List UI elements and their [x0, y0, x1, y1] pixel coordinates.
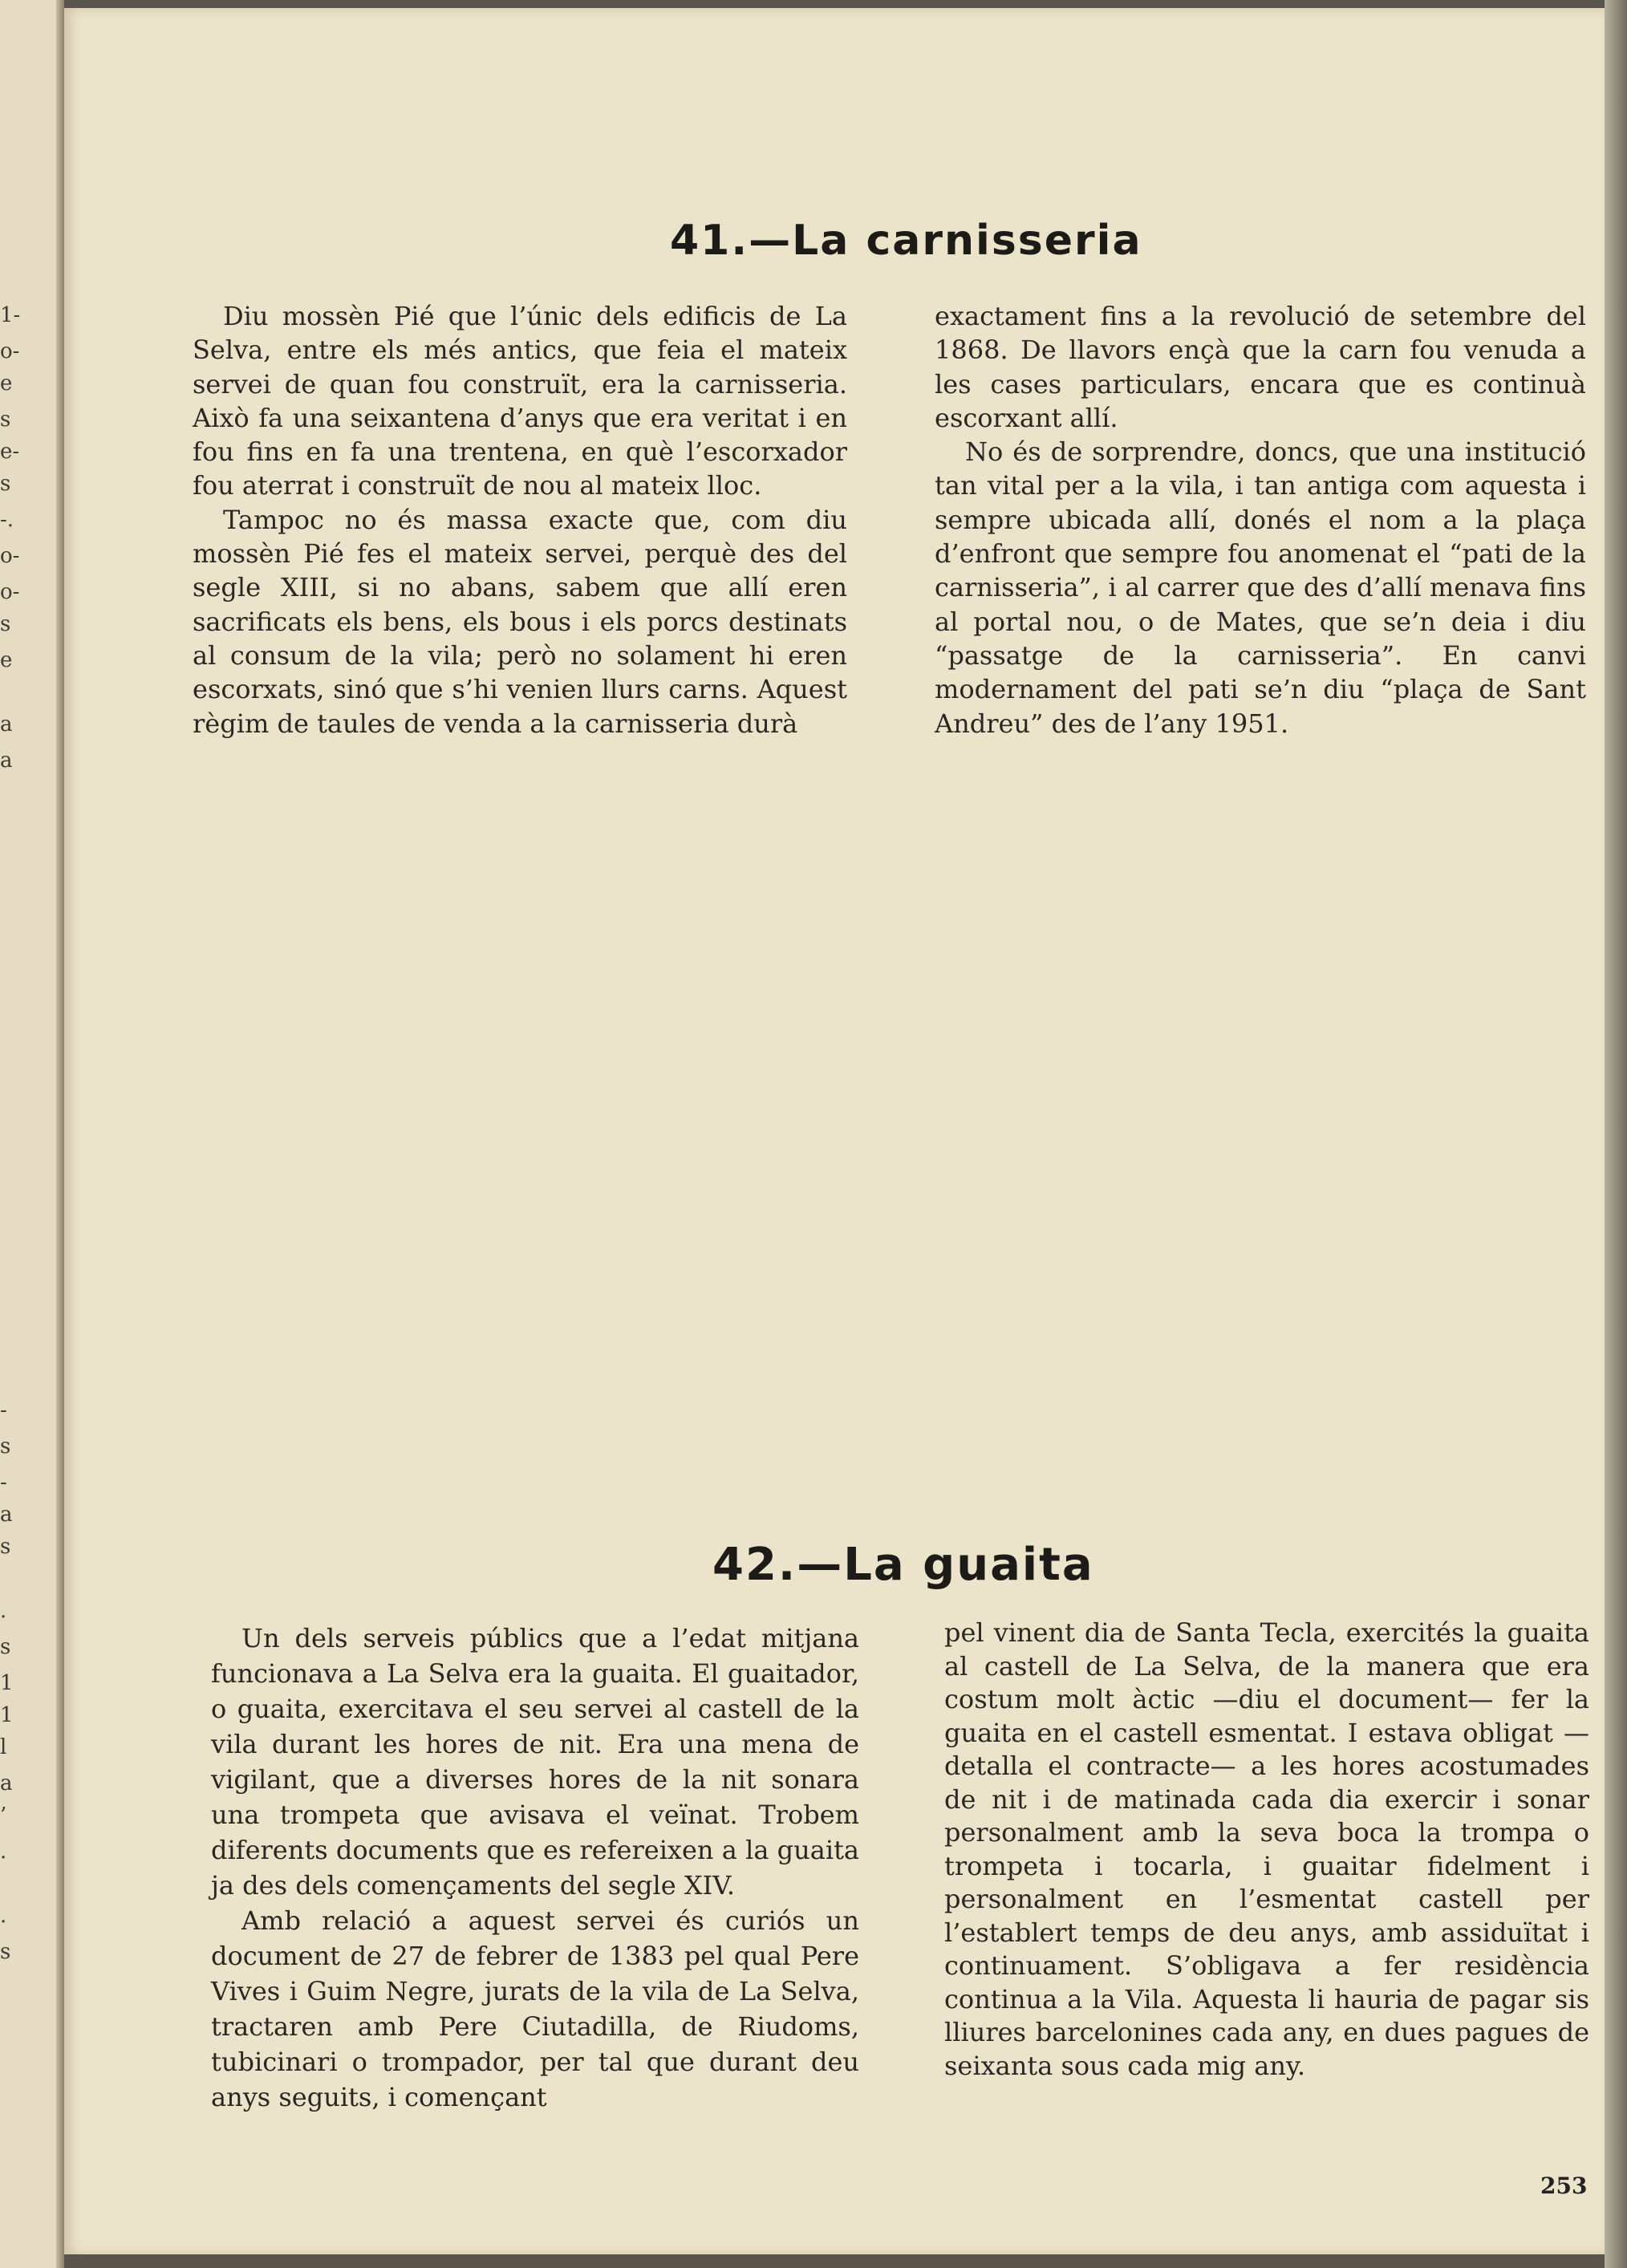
margin-fragment: 1-: [0, 303, 21, 327]
page-edge-right: [1605, 0, 1627, 2268]
margin-fragment: e-: [0, 440, 20, 464]
margin-fragment: o-: [0, 339, 20, 363]
margin-fragment: a: [0, 1771, 13, 1795]
margin-fragment: s: [0, 612, 11, 636]
book-gutter: [56, 0, 64, 2268]
section-42-title: 42.—La guaita: [712, 1538, 1094, 1591]
paragraph: No és de sorprendre, doncs, que una institució tan vital per a la vila, i tan antiga com aquesta i sempre ubicada allí, donés el nom a la plaça d’enfront que sempre fou anomenat el “pati de la carnisseria”, i al carrer que des d’allí menava fins al portal nou, o de Mates, que se’n deia i diu “passatge de la carnisseria”. En canvi modernament del pati se’n diu “plaça de Sant Andreu” des de l’any 1951.: [935, 436, 1586, 739]
paragraph: pel vinent dia de Santa Tecla, exercités la guaita al castell de La Selva, de la manera que era costum molt àctic —diu el document— fer la guaita en el castell esmentat. I estava obligat —detalla el contracte— a les hores acostumades de nit i de matinada cada dia exercir i sonar personalment amb la seva boca la trompa o trompeta i tocarla, i guaitar fidelment i personalment en l’esmentat castell per l’establert temps de deu anys, amb assiduïtat i continuament. S’obligava a fer residència continua a la Vila. Aquesta li hauria de pagar sis lliures barcelonines cada any, en dues pagues de seixanta sous cada mig any.: [944, 1617, 1589, 2081]
paragraph: Diu mossèn Pié que l’únic dels edificis de La Selva, entre els més antics, que feia el mateix servei de quan fou construït, era la carnisseria. Això fa una seixantena d’anys que era veritat i en fou fins en fa una trentena, en què l’escorxador fou aterrat i construït de nou al mateix lloc.: [193, 301, 847, 501]
margin-fragment: s: [0, 1434, 11, 1459]
paragraph: Tampoc no és massa exacte que, com diu mossèn Pié fes el mateix servei, perquè des del segle XIII, si no abans, sabem que allí eren sacrificats els bens, els bous i els porcs destinats al consum de la vila; però no solament hi eren escorxats, sinó que s’hi venien llurs carns. Aquest règim de taules de venda a la carnisseria durà: [193, 504, 847, 739]
margin-fragment: e: [0, 648, 13, 672]
margin-fragment: 1: [0, 1703, 14, 1727]
section-42-column-left: [211, 1621, 859, 2115]
section-42-column-right: [944, 1617, 1589, 2083]
margin-fragment: -: [0, 1471, 7, 1495]
margin-fragment: s: [0, 408, 11, 432]
margin-fragment: .: [0, 1840, 7, 1864]
margin-fragment: a: [0, 1503, 13, 1527]
margin-fragment: o-: [0, 580, 20, 604]
section-41-title: 41.—La carnisseria: [670, 216, 1142, 265]
paragraph: Amb relació a aquest servei és curiós un document de 27 de febrer de 1383 pel qual Pere Vives i Guim Negre, jurats de la vila de La Selva, tractaren amb Pere Ciutadilla, de Riudoms, tubicinari o trompador, per tal que durant deu anys seguits, i començant: [211, 1905, 859, 2112]
book-page: [64, 8, 1605, 2254]
margin-fragment: s: [0, 472, 11, 496]
section-41-column-right: [935, 299, 1586, 740]
margin-fragment: ’: [0, 1803, 7, 1828]
margin-fragment: a: [0, 712, 13, 736]
margin-fragment: -: [0, 1398, 7, 1422]
margin-fragment: l: [0, 1735, 7, 1759]
section-41-column-left: [193, 299, 847, 740]
page-number: 253: [1540, 2173, 1588, 2199]
paragraph: exactament fins a la revolució de setembre del 1868. De llavors ençà que la carn fou venuda a les cases particulars, encara que es continuà escorxant allí.: [935, 301, 1586, 433]
margin-fragment: 1: [0, 1671, 14, 1695]
margin-fragment: .: [0, 1599, 7, 1623]
margin-fragment: -.: [0, 508, 14, 532]
margin-fragment: s: [0, 1535, 11, 1559]
margin-fragment: s: [0, 1635, 11, 1659]
margin-fragment: .: [0, 1904, 7, 1928]
margin-fragment: s: [0, 1940, 11, 1964]
margin-fragment: o-: [0, 544, 20, 568]
margin-fragment: e: [0, 371, 13, 396]
paragraph: Un dels serveis públics que a l’edat mitjana funcionava a La Selva era la guaita. El guaitador, o guaita, exercitava el seu servei al castell de la vila durant les hores de nit. Era una mena de vigilant, que a diverses hores de la nit sonara una trompeta que avisava el veïnat. Trobem diferents documents que es refereixen a la guaita ja des dels començaments del segle XIV.: [211, 1623, 859, 1901]
margin-fragment: a: [0, 749, 13, 773]
